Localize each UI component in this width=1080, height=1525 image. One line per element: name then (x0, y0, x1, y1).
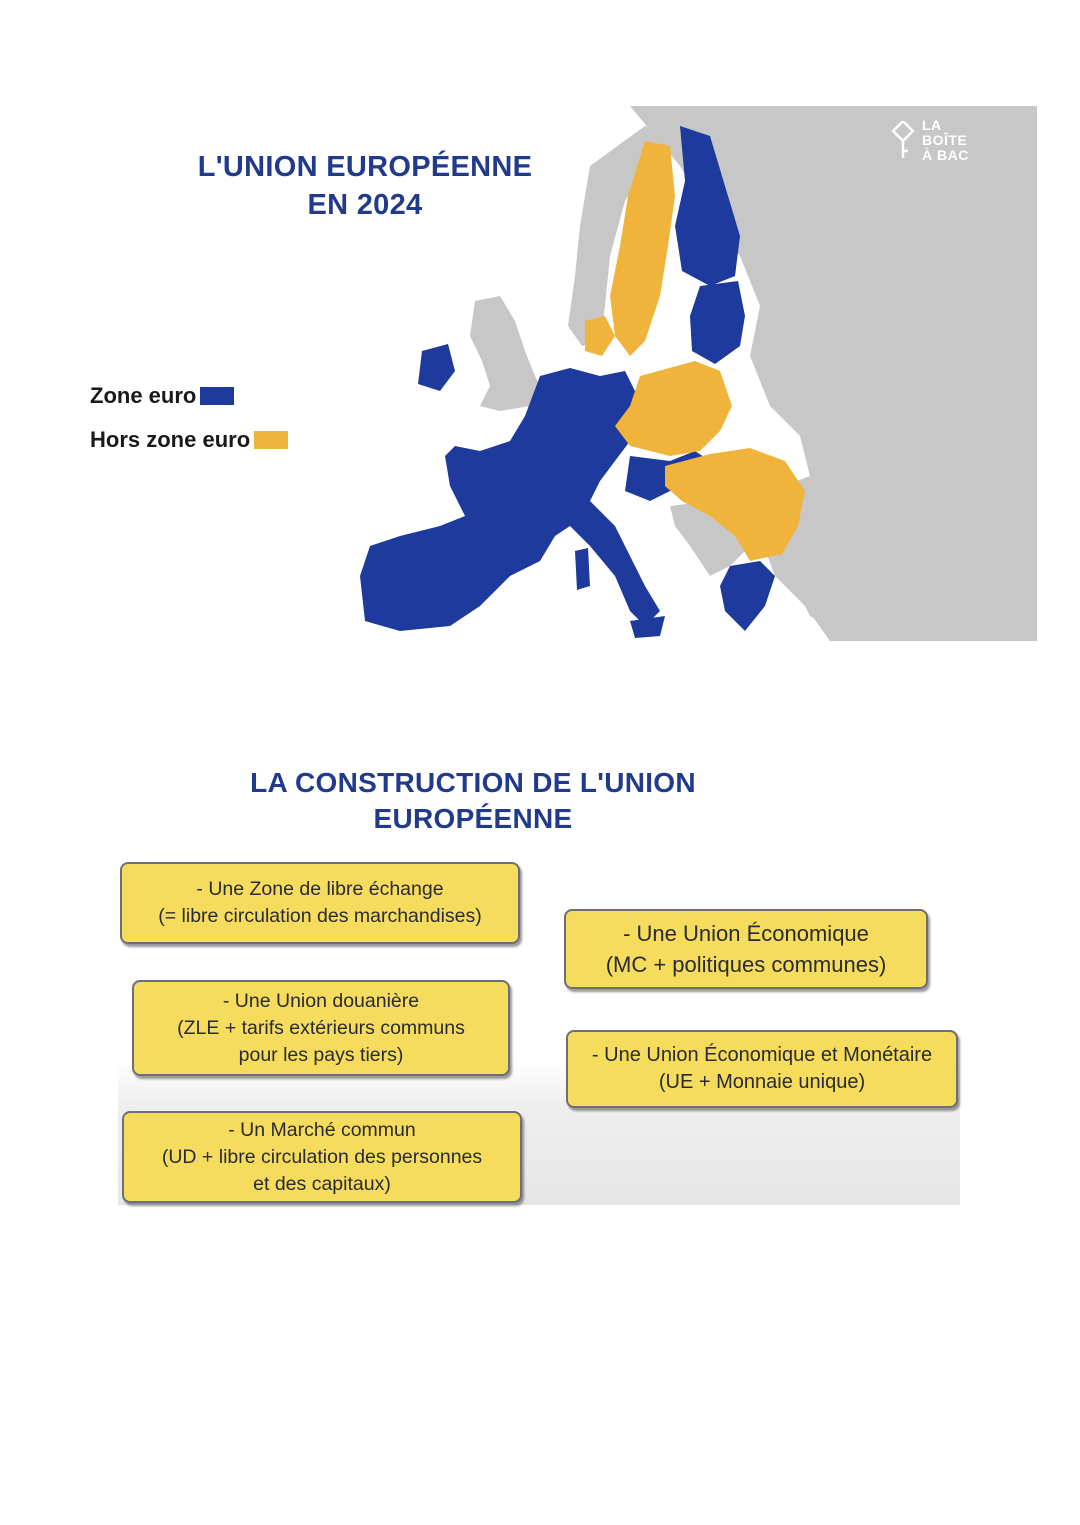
card-line: (UD + libre circulation des personnes (161, 1145, 483, 1168)
card-line: - Une Union Économique et Monétaire (591, 1044, 933, 1066)
map-legend (90, 374, 288, 462)
card-line: (= libre circulation des marchandises) (158, 905, 482, 927)
construction-title-line2: EUROPÉENNE (373, 803, 573, 834)
key-icon (890, 121, 918, 161)
card-line: - Une Union Économique (623, 921, 869, 946)
legend-swatch-non-euro (254, 431, 288, 449)
card-line: (MC + politiques communes) (605, 952, 887, 977)
construction-title-line1: LA CONSTRUCTION DE L'UNION (250, 767, 696, 798)
region-sicily (630, 616, 665, 638)
logo-line2: BOÎTE (922, 132, 968, 148)
card-common-market (122, 1111, 522, 1203)
card-line: (UE + Monnaie unique) (658, 1071, 866, 1093)
region-poland-czech (615, 361, 732, 456)
region-greece (720, 561, 775, 631)
region-denmark (585, 316, 615, 356)
region-baltics (690, 281, 745, 364)
card-economic-monetary-union (566, 1030, 958, 1108)
legend-label-euro: Zone euro (90, 383, 197, 408)
brand-logo (890, 118, 969, 163)
card-line: - Une Union douanière (222, 989, 420, 1012)
logo-line1: LA (922, 117, 942, 133)
card-line: pour les pays tiers) (238, 1043, 404, 1066)
card-line: et des capitaux) (253, 1172, 391, 1195)
map-title-line1: L'UNION EUROPÉENNE (197, 151, 533, 183)
eu-map-panel (70, 106, 1037, 641)
region-sardinia (575, 548, 590, 590)
card-line: (ZLE + tarifs extérieurs communs (177, 1016, 465, 1039)
card-line: - Une Zone de libre échange (196, 878, 444, 900)
logo-line3: À BAC (922, 147, 969, 163)
card-economic-union (564, 909, 928, 989)
legend-item-euro (90, 374, 288, 418)
legend-item-non-euro (90, 418, 288, 462)
region-ireland (418, 344, 455, 391)
card-free-trade-zone (120, 862, 520, 944)
construction-title (178, 765, 768, 837)
logo-text (922, 118, 969, 163)
legend-label-non-euro: Hors zone euro (90, 427, 251, 452)
map-title (165, 148, 565, 224)
legend-swatch-euro (200, 387, 234, 405)
card-line: - Un Marché commun (228, 1118, 416, 1141)
map-title-line2: EN 2024 (307, 189, 423, 221)
eu-construction-panel (118, 755, 960, 1205)
card-customs-union (132, 980, 510, 1076)
